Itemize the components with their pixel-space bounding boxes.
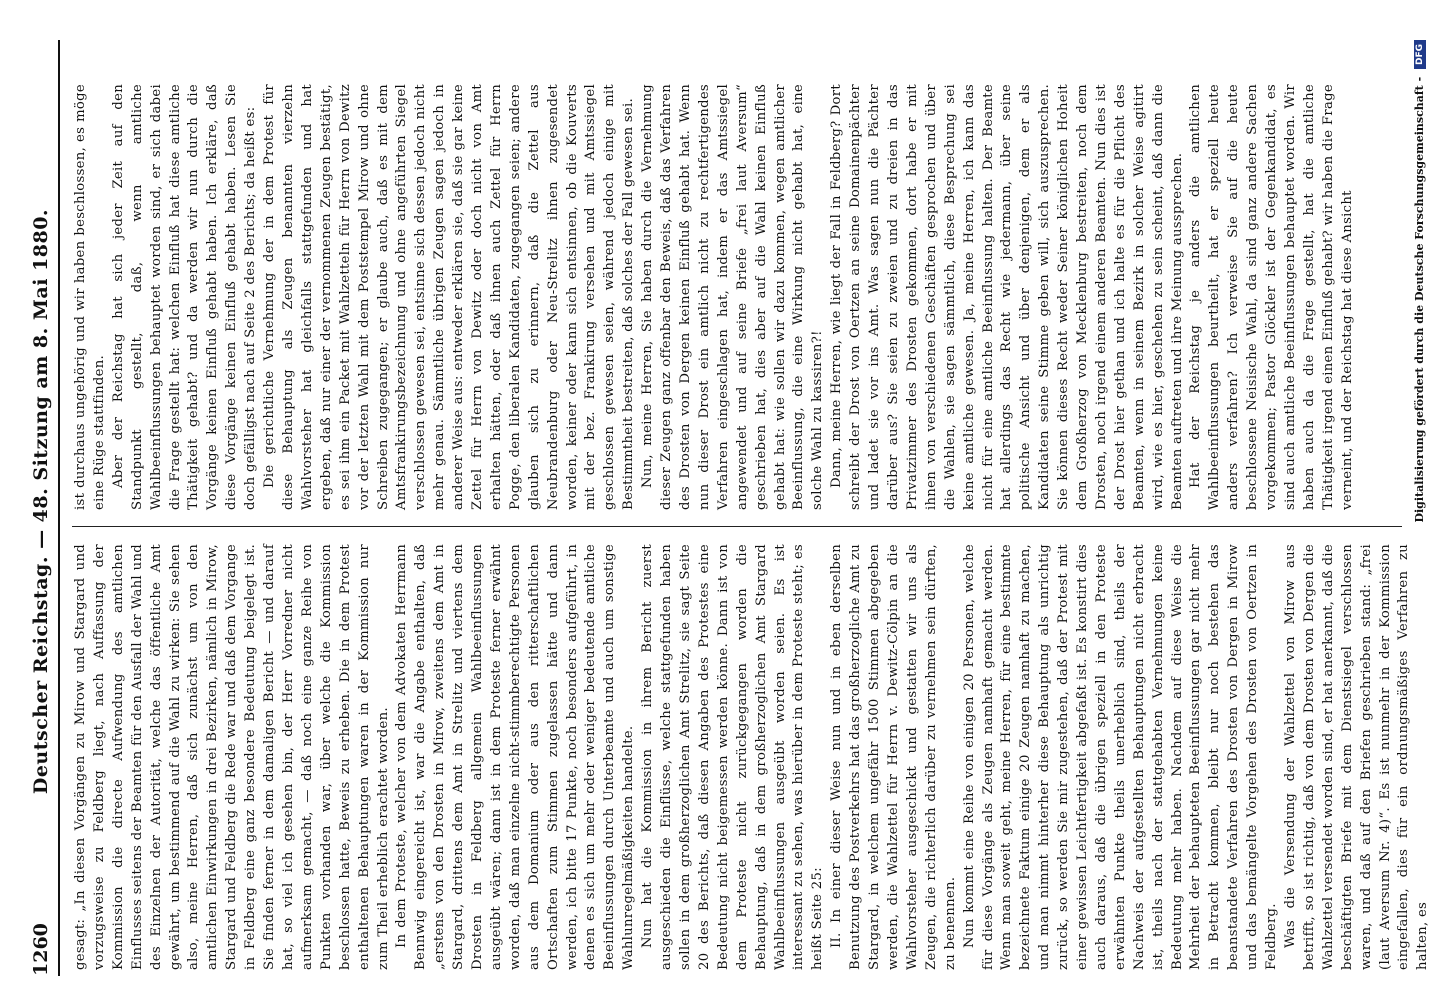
- left-column: [72, 544, 1431, 970]
- left-paragraph-1: gesagt: „In diesen Vorgängen zu Mirow und Stargard und vorzugsweise zu Feldberg liegt, nach Auffassung der Kommission die directe Aufwendung des amtlichen Einflusses seitens der Beamten für den Ausfall der Wahl und des Einzelnen der Autorität, welche das öffentliche Amt gewährt, um bestimmend auf die Wahl zu wirken: Sie sehen also, meine Herren, daß sich zunächst um von den amtlichen Einwirkungen in drei Bezirken, nämlich in Mirow, Stargard und Feldberg die Rede war und daß dem Vorgange in Feldberg eine ganz besondere Bedeutung beigelegt ist. Sie finden ferner in dem damaligen Bericht — und darauf hat, so viel ich gesehen bin, der Herr Vorredner nicht aufmerksam gemacht, — daß noch eine ganze Reihe von Punkten vorhanden war, über welche die Kommission beschlossen hatte, Beweis zu erheben. Die in dem Protest enthaltenen Behauptungen waren in der Kommission nur zum Theil erheblich erachtet worden.: [73, 544, 391, 970]
- right-paragraph-3: Die gerichtliche Vernehmung der in dem Protest für diese Behauptung als Zeugen benannten vierzehn Wahlvorsteher hat gleichfalls stattgefunden und hat ergeben, daß nur einer der vernommenen Zeugen bestätigt, es sei ihm ein Packet mit Wahlzetteln für Herrn von Dewitz vor der letzten Wahl mit dem Poststempel Mirow und ohne Schreiben zugegangen; er glaube auch, daß es mit dem Amtsfrankirungsbezeichnung und ohne angeführten Siegel verschlossen gewesen sei, entsinne sich dessen jedoch nicht mehr genau. Sämmtliche übrigen Zeugen sagen jedoch in anderer Weise aus: entweder erklären sie, daß sie gar keine Zettel für Herrn von Dewitz oder doch nicht von Amt erhalten hätten, oder daß ihnen auch Zettel für Herrn Pogge, den liberalen Kandidaten, zugegangen seien; andere glauben sich zu erinnern, daß die Zettel aus Neubrandenburg oder Neu-Strelitz ihnen zugesendet worden, keiner oder kann sich entsinnen, ob die Kouverts mit der bez. Frankirung versehen und mit Amtssiegel geschlossen gewesen seien, während jedoch einige mit Bestimmtheit bestreiten, daß solches der Fall gewesen sei.: [262, 84, 637, 510]
- credit-text: Digitalisierung gefördert durch die Deutsche Forschungsgemeinschaft -: [1413, 76, 1426, 523]
- digitization-credit: [1413, 40, 1426, 976]
- right-paragraph-4: Nun, meine Herren, Sie haben durch die Vernehmung dieser Zeugen ganz offenbar den Beweis, daß das Verfahren des Drosten von Dergen keinen Einfluß gehabt hat. Wenn nun dieser Drost ein amtlich nicht zu rechtfertigendes Verfahren eingeschlagen hat, indem er das Amtssiegel angewendet und auf seine Briefe „frei laut Aversum“ geschrieben hat, dies aber auf die Wahl keinen Einfluß gehabt hat: wie sollen wir dazu kommen, wegen amtlicher Beeinflussung, die eine Wirkung nicht gehabt hat, eine solche Wahl zu kassiren?!: [640, 84, 826, 510]
- column-divider: [72, 526, 1402, 527]
- running-title: Deutscher Reichstag. — 48. Sitzung am 8. Mai 1880.: [30, 208, 52, 795]
- left-paragraph-2: In dem Proteste, welcher von dem Advokaten Herrmann Bennwig eingereicht ist, war die Angabe enthalten, daß „erstens von den Drosten in Mirow, zweitens dem Amt in Stargard, drittens dem Amt in Strelitz und viertens dem Drosten in Feldberg allgemein Wahlbeeinflussungen ausgeübt wären; dann ist in dem Proteste ferner erwähnt worden, daß man einzelne nicht-stimmberechtigte Personen aus dem Domanium oder aus den ritterschaftlichen Ortschaften zum Stimmen zugelassen hätte und dann werden, ich bitte 17 Punkte, noch besonders aufgeführt, in denen es sich um mehr oder weniger bedeutende amtliche Beeinflussungen durch Unterbeamte und auch um sonstige Wahlunregelmäßigkeiten handelte.: [394, 544, 637, 970]
- left-paragraph-4: II. In einer dieser Weise nun und in eben derselben Benutzung des Postverkehrs hat das großherzogliche Amt zu Stargard, in welchem ungefähr 1500 Stimmen abgegeben werden, die Wahlzettel für Herrn v. Dewitz-Cölpin an die Wahlvorsteher ausgeschickt und gestatten wir uns als Zeugen, die richterlich darüber zu vernehmen sein dürften, zu benennen.: [829, 544, 958, 970]
- dfg-logo: DFG: [1414, 40, 1426, 69]
- right-paragraph-5: Dann, meine Herren, wie liegt der Fall in Feldberg? Dort schreibt der Drost von Oertzen an seine Domainenpächter und ladet sie vor ins Amt. Was sagen nun die Pächter darüber aus? Sie seien zu zweien und zu dreien in das Privatzimmer des Drosten gekommen, dort habe er mit ihnen von verschiedenen Geschäften gesprochen und über die Wahlen, sie sagen sämmtlich, diese Besprechung sei keine amtliche gewesen. Ja, meine Herren, ich kann das nicht für eine amtliche Beeinflussung halten. Der Beamte hat allerdings das Recht wie jedermann, über seine politische Ansicht und über denjenigen, dem er als Kandidaten seine Stimme geben will, sich auszusprechen. Sie können dieses Recht weder Seiner königlichen Hoheit dem Großherzog von Mecklenburg bestreiten, noch dem Drosten, noch irgend einem anderen Beamten. Nun dies ist der Drost hier gethan und ich halte es für die Pflicht des Beamten, wenn in seinem Bezirk in solcher Weise agitirt wird, wie es hier, geschehen zu sein scheint, daß dann die Beamten auftreten und ihre Meinung aussprechen.: [829, 84, 1185, 510]
- right-paragraph-2: Aber der Reichstag hat sich jeder Zeit auf den Standpunkt gestellt, daß, wenn amtliche Wahlbeeinflussungen behauptet worden sind, er sich dabei die Frage gestellt hat: welchen Einfluß hat diese amtliche Thätigkeit gehabt? und da werden wir nun durch die Vorgänge keinen Einfluß gehabt haben. Ich erkläre, daß diese Vorgänge keinen Einfluß gehabt haben. Lesen Sie doch gefälligst nach auf Seite 2 des Berichts; da heißt es:: [110, 84, 259, 510]
- left-paragraph-5: Nun kommt eine Reihe von einigen 20 Personen, welche für diese Vorgänge als Zeugen namhaft gemacht werden. Wenn man soweit geht, meine Herren, für eine bestimmte bezeichnete Faktum einige 20 Zeugen namhaft zu machen, und man nimmt hinterher diese Behauptung als unrichtig zurück, so werden Sie mir zugestehen, daß der Protest mit einer gewissen Leichtfertigkeit abgefaßt ist. Es konstirt dies auch daraus, daß die übrigen speziell in den Proteste erwähnten Punkte theils unerheblich sind, theils der Nachweis der aufgestellten Behauptungen nicht erbracht ist, theils nach der stattgehabten Vernehmungen keine Bedeutung mehr haben. Nachdem auf diese Weise die Mehrheit der behaupteten Beeinflussungen gar nicht mehr in Betracht kommen, bleibt nur noch bestehen das beanstandete Verfahren des Drosten von Dergen in Mirow und das bemängelte Vorgehen des Drosten von Oertzen in Feldberg.: [961, 544, 1280, 970]
- right-paragraph-6: Hat der Reichstag je anders die amtlichen Wahlbeeinflussungen beurtheilt, hat er speziell heute anders verfahren? Ich verweise Sie auf die heute beschlossene Neisische Wahl, da sind ganz andere Sachen vorgekommen; Pastor Glöckler ist der Gegenkandidat, es sind auch amtliche Beeinflussungen behauptet worden. Wir haben auch da die Frage gestellt, hat die amtliche Thätigkeit irgend einen Einfluß gehabt? wir haben die Frage verneint, und der Reichstag hat diese Ansicht: [1188, 84, 1355, 510]
- left-paragraph-6: Was die Versendung der Wahlzettel von Mirow aus betrifft, so ist richtig, daß von dem Drosten von Dergen die Wahlzettel versendet worden sind, er hat anerkannt, daß die beschäftigten Briefe mit dem Dienstsiegel verschlossen waren, und daß auf den Briefen geschrieben stand: „frei (laut Aversum Nr. 4)“. Es ist nunmehr in der Kommission eingefallen, dies für ein ordnungsmäßiges Verfahren zu halten, es: [1283, 544, 1431, 970]
- right-column: [72, 84, 1402, 510]
- right-paragraph-1: ist durchaus ungehörig und wir haben beschlossen, es möge eine Rüge stattfinden.: [73, 84, 107, 510]
- left-paragraph-3: Nun hat die Kommission in ihrem Bericht zuerst ausgeschieden die Einflüsse, welche stattgefunden haben sollen in dem großherzoglichen Amt Strelitz, sie sagt Seite 20 des Berichts, daß diesen Angaben des Protestes eine Bedeutung nicht beigemessen werden könne. Dann ist von dem Proteste nicht zurückgegangen worden die Behauptung, daß in dem großherzoglichen Amt Stargard Wahlbeeinflussungen ausgeübt worden seien. Es ist interessant zu sehen, was hierüber in dem Proteste steht; es heißt Seite 25:: [640, 544, 826, 970]
- page-header: [22, 40, 60, 976]
- page-number: 1260: [30, 923, 52, 976]
